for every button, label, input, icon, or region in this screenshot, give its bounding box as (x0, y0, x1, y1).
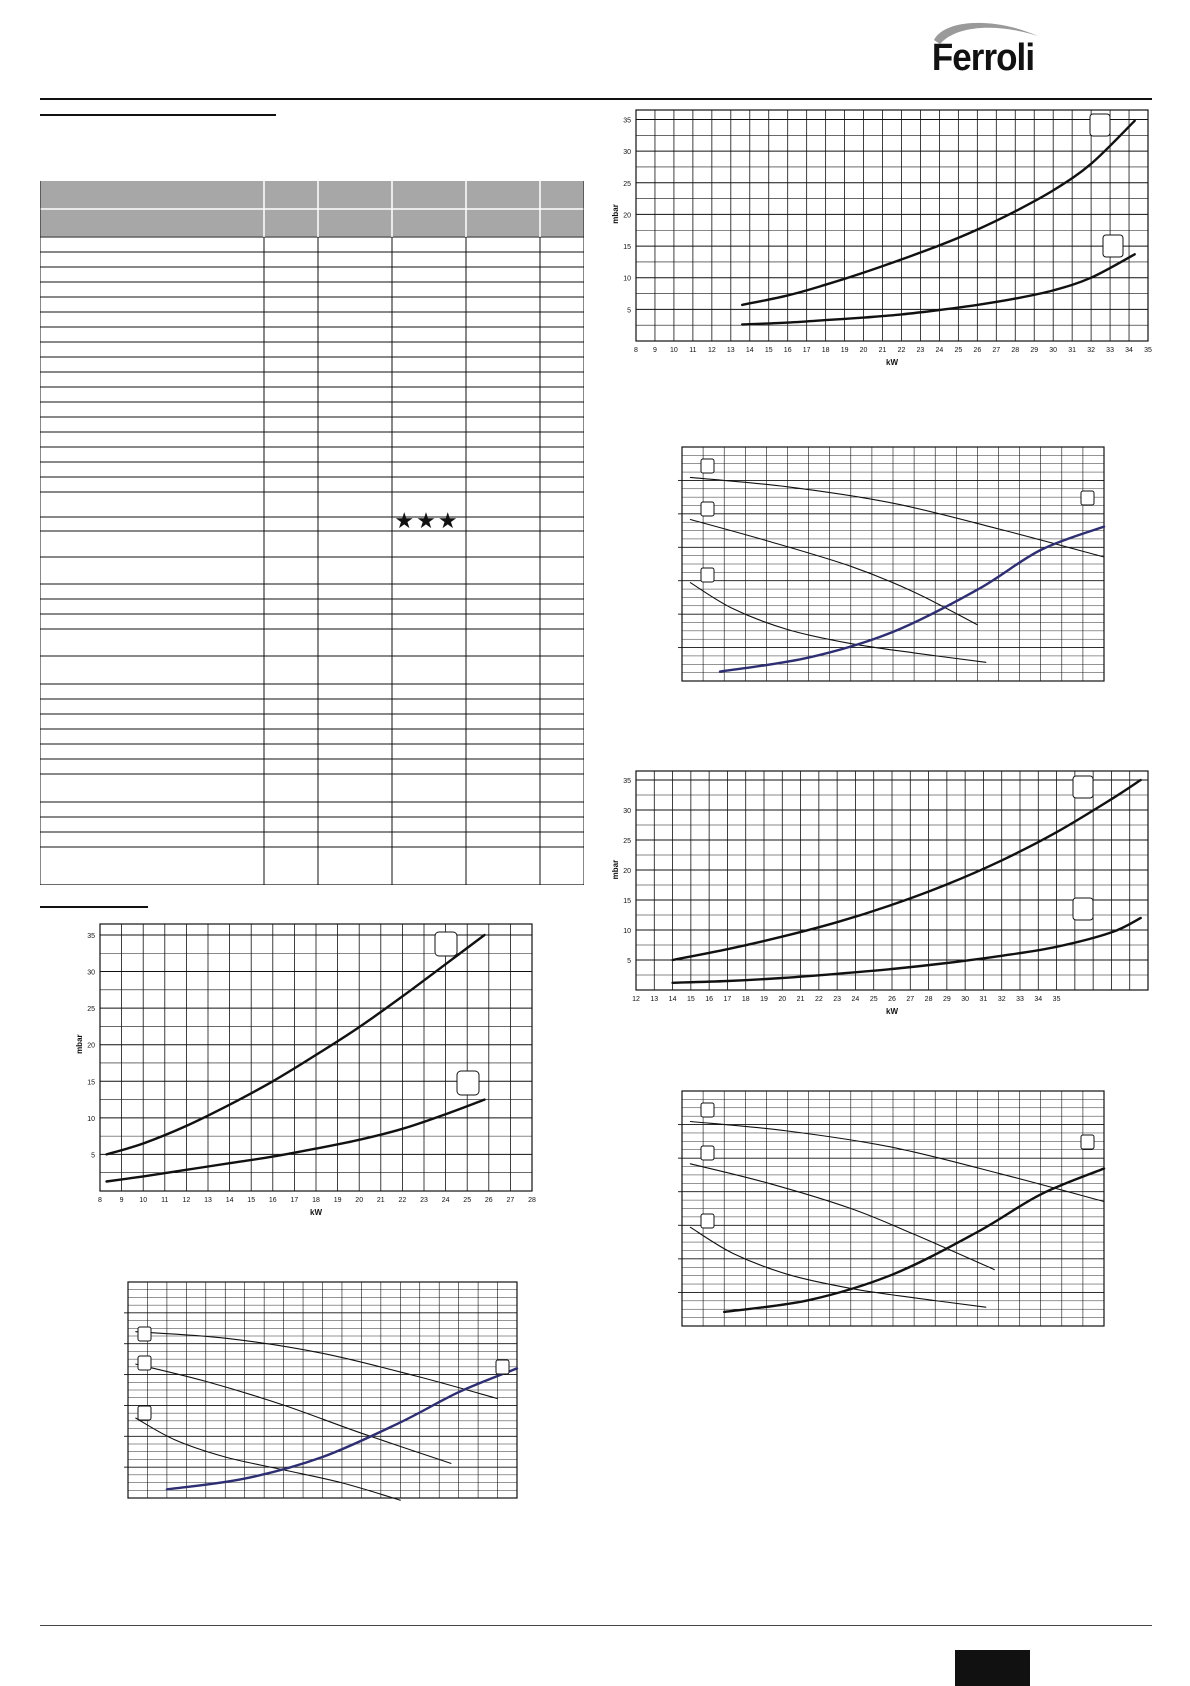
plot-frame (100, 924, 532, 1191)
y-tick-label: 25 (623, 180, 631, 188)
curve-speed-3 (136, 1332, 498, 1399)
curve-resistance (720, 527, 1104, 672)
curve-label-box (138, 1327, 151, 1341)
x-tick-label: 8 (98, 1197, 102, 1204)
curve-label-box (1073, 776, 1093, 798)
x-tick-label: 30 (961, 996, 970, 1003)
x-tick-label: 15 (764, 347, 773, 354)
x-tick-label: 22 (897, 347, 906, 354)
x-tick-label: 25 (954, 347, 963, 354)
x-tick-label: 17 (723, 996, 732, 1003)
x-tick-label: 20 (859, 347, 868, 354)
y-axis-label: mbar (611, 859, 620, 880)
curve-lower (742, 254, 1134, 324)
x-tick-label: 33 (1016, 996, 1024, 1003)
x-tick-label: 27 (906, 996, 915, 1003)
x-tick-label: 12 (632, 996, 640, 1003)
curve-speed-1 (690, 583, 985, 663)
y-tick-label: 5 (627, 307, 631, 315)
curve-label-box (701, 502, 714, 516)
x-tick-label: 27 (506, 1197, 515, 1204)
y-tick-label: 30 (623, 149, 631, 157)
y-tick-label: 10 (87, 1115, 95, 1123)
curve-label-box (138, 1356, 151, 1370)
x-tick-label: 16 (705, 996, 714, 1003)
section-heading-underline (40, 114, 276, 116)
y-tick-label: 20 (623, 212, 631, 220)
x-axis-label: kW (886, 358, 898, 367)
plot-frame (636, 771, 1148, 990)
x-tick-label: 8 (634, 347, 638, 354)
x-tick-label: 15 (247, 1197, 256, 1204)
x-tick-label: 23 (420, 1197, 428, 1204)
x-tick-label: 16 (268, 1197, 277, 1204)
x-tick-label: 16 (783, 347, 792, 354)
y-axis-label: mbar (75, 1034, 84, 1054)
x-tick-label: 28 (1011, 347, 1020, 354)
curve-speed-1 (136, 1418, 401, 1500)
technical-data-table (40, 181, 584, 885)
curve-label-box (701, 1103, 714, 1117)
x-tick-label: 31 (979, 996, 988, 1003)
logo-wordmark: Ferroli (931, 35, 1035, 78)
plot-frame (682, 1091, 1104, 1326)
x-tick-label: 32 (997, 996, 1006, 1003)
curve-speed-3 (690, 477, 1104, 557)
x-tick-label: 27 (992, 347, 1001, 354)
y-tick-label: 15 (623, 898, 631, 905)
y-tick-label: 25 (87, 1006, 95, 1014)
x-tick-label: 14 (668, 996, 677, 1003)
x-tick-label: 26 (888, 996, 896, 1003)
x-tick-label: 33 (1106, 347, 1114, 354)
curve-resistance (724, 1169, 1104, 1312)
x-tick-label: 9 (653, 347, 657, 354)
y-tick-label: 15 (87, 1079, 95, 1087)
x-tick-label: 18 (741, 996, 750, 1003)
curve-label-box (701, 459, 714, 473)
ferroli-logo (930, 14, 1042, 78)
section-heading-underline (40, 906, 148, 908)
x-tick-label: 13 (204, 1197, 212, 1204)
y-axis-label: mbar (611, 204, 620, 224)
y-tick-label: 10 (623, 928, 631, 935)
x-tick-label: 25 (869, 996, 878, 1003)
x-tick-label: 15 (686, 996, 695, 1003)
plot-frame (636, 110, 1148, 341)
curve-label-box (701, 1214, 714, 1228)
x-tick-label: 24 (935, 347, 944, 354)
y-tick-label: 20 (87, 1042, 95, 1050)
x-tick-label: 17 (802, 347, 811, 354)
x-tick-label: 34 (1125, 347, 1133, 354)
x-tick-label: 12 (707, 347, 716, 354)
x-tick-label: 35 (1052, 996, 1061, 1003)
x-tick-label: 22 (398, 1197, 407, 1204)
header-rule (40, 98, 1152, 100)
curve-label-box (1103, 235, 1123, 257)
y-tick-label: 35 (87, 932, 95, 940)
x-tick-label: 19 (333, 1197, 342, 1204)
x-tick-label: 18 (312, 1197, 320, 1204)
x-tick-label: 14 (225, 1197, 234, 1204)
x-tick-label: 21 (878, 347, 887, 354)
x-tick-label: 19 (840, 347, 849, 354)
x-tick-label: 28 (528, 1197, 536, 1204)
curve-label-box (1073, 898, 1093, 920)
y-tick-label: 35 (623, 117, 631, 125)
x-tick-label: 23 (833, 996, 842, 1003)
curve-label-box (1081, 491, 1094, 505)
curve-lower (107, 1100, 485, 1182)
x-tick-label: 10 (139, 1197, 148, 1204)
x-tick-label: 24 (851, 996, 860, 1003)
x-tick-label: 35 (1144, 347, 1152, 354)
footer-rule (40, 1625, 1152, 1626)
x-tick-label: 28 (924, 996, 933, 1003)
x-tick-label: 25 (463, 1197, 472, 1204)
curve-speed-2 (690, 1164, 994, 1270)
page-number-box (955, 1650, 1030, 1686)
x-tick-label: 22 (814, 996, 823, 1003)
curve-label-box (457, 1071, 479, 1095)
curve-speed-1 (690, 1227, 985, 1307)
y-tick-label: 20 (623, 868, 631, 875)
y-tick-label: 5 (91, 1152, 95, 1160)
y-tick-label: 25 (623, 838, 631, 845)
curve-resistance (167, 1368, 517, 1489)
curve-label-box (496, 1360, 509, 1374)
x-tick-label: 19 (760, 996, 768, 1003)
x-tick-label: 20 (778, 996, 787, 1003)
x-tick-label: 9 (119, 1197, 124, 1204)
y-tick-label: 15 (623, 244, 631, 252)
curve-label-box (138, 1406, 151, 1420)
x-tick-label: 26 (973, 347, 982, 354)
x-tick-label: 13 (726, 347, 735, 354)
x-tick-label: 30 (1049, 347, 1058, 354)
x-tick-label: 17 (290, 1197, 299, 1204)
y-tick-label: 35 (623, 778, 631, 785)
x-axis-label: kW (886, 1007, 898, 1016)
x-tick-label: 10 (670, 347, 678, 354)
x-tick-label: 12 (182, 1197, 191, 1204)
x-tick-label: 34 (1034, 996, 1043, 1003)
x-tick-label: 24 (441, 1197, 450, 1204)
curve-upper (107, 935, 485, 1154)
curve-label-box (1090, 114, 1110, 136)
x-tick-label: 31 (1068, 347, 1077, 354)
y-tick-label: 5 (627, 958, 631, 965)
energy-rating-stars: ★★★ (394, 508, 460, 533)
curve-speed-3 (690, 1122, 1104, 1202)
x-tick-label: 21 (796, 996, 805, 1003)
y-tick-label: 30 (623, 808, 631, 815)
x-tick-label: 29 (942, 996, 951, 1003)
curve-label-box (1081, 1135, 1094, 1149)
x-tick-label: 21 (376, 1197, 385, 1204)
x-tick-label: 18 (821, 347, 830, 354)
x-tick-label: 29 (1030, 347, 1039, 354)
curve-lower (673, 918, 1141, 983)
curve-label-box (701, 1146, 714, 1160)
y-tick-label: 30 (87, 969, 95, 977)
curve-upper (673, 780, 1141, 960)
x-tick-label: 23 (916, 347, 925, 354)
curve-label-box (701, 568, 714, 582)
plot-frame (682, 447, 1104, 681)
curve-label-box (435, 932, 457, 956)
x-tick-label: 11 (161, 1197, 169, 1204)
plot-frame (128, 1282, 517, 1498)
y-tick-label: 10 (623, 275, 631, 283)
x-tick-label: 11 (689, 347, 697, 354)
x-axis-label: kW (310, 1208, 322, 1217)
curve-speed-2 (690, 520, 977, 625)
curve-speed-2 (136, 1364, 451, 1463)
x-tick-label: 32 (1087, 347, 1096, 354)
curve-upper (742, 121, 1134, 305)
x-tick-label: 13 (650, 996, 659, 1003)
x-tick-label: 26 (484, 1197, 493, 1204)
x-tick-label: 20 (355, 1197, 364, 1204)
x-tick-label: 14 (745, 347, 754, 354)
